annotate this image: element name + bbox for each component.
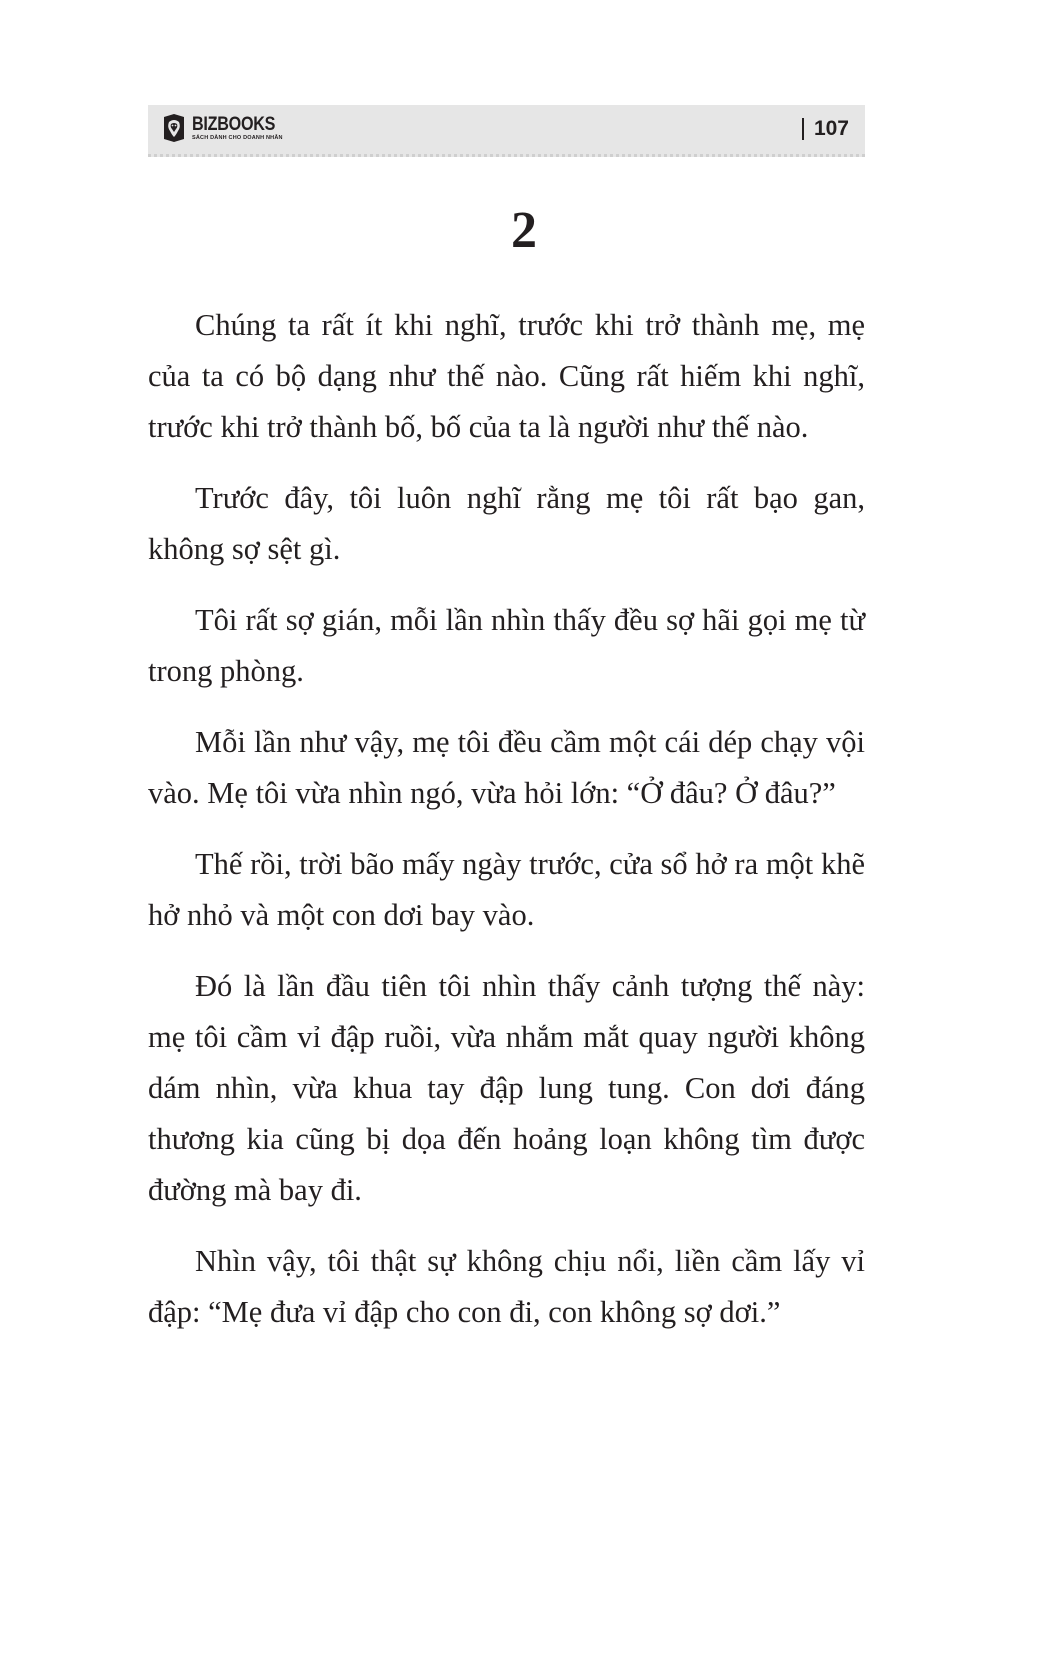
paragraph: Trước đây, tôi luôn nghĩ rằng mẹ tôi rất bạo gan, không sợ sệt gì. bbox=[148, 481, 865, 566]
page-number-divider bbox=[802, 118, 804, 140]
publisher-logo bbox=[162, 113, 290, 143]
logo-text-group bbox=[192, 115, 290, 142]
paragraph: Đó là lần đầu tiên tôi nhìn thấy cảnh tượng thế này: mẹ tôi cầm vỉ đập ruồi, vừa nhắm mắt quay người không dám nhìn, vừa khua tay đập lung tung. Con dơi đáng thương kia cũng bị dọa đến hoảng loạn không tìm được đường mà bay đi. bbox=[148, 969, 865, 1207]
chapter-number: 2 bbox=[511, 202, 537, 259]
paragraph: Thế rồi, trời bão mấy ngày trước, cửa sổ hở ra một khẽ hở nhỏ và một con dơi bay vào. bbox=[148, 847, 865, 932]
running-header bbox=[148, 105, 865, 157]
paragraph: Nhìn vậy, tôi thật sự không chịu nổi, liền cầm lấy vỉ đập: “Mẹ đưa vỉ đập cho con đi, con không sợ dơi.” bbox=[148, 1244, 865, 1329]
brand-name: BIZBOOKS bbox=[192, 113, 276, 135]
page-number-block bbox=[802, 117, 849, 141]
bizbooks-lion-logo-icon bbox=[162, 113, 186, 143]
paragraph: Mỗi lần như vậy, mẹ tôi đều cầm một cái dép chạy vội vào. Mẹ tôi vừa nhìn ngó, vừa hỏi lớn: “Ở đâu? Ở đâu?” bbox=[148, 725, 865, 810]
body-text bbox=[148, 300, 865, 1358]
paragraph: Chúng ta rất ít khi nghĩ, trước khi trở thành mẹ, mẹ của ta có bộ dạng như thế nào. Cũng rất hiếm khi nghĩ, trước khi trở thành bố, bố của ta là người như thế nào. bbox=[148, 308, 865, 444]
paragraph: Tôi rất sợ gián, mỗi lần nhìn thấy đều sợ hãi gọi mẹ từ trong phòng. bbox=[148, 603, 865, 688]
page-number: 107 bbox=[813, 117, 849, 140]
brand-tagline: SÁCH DÀNH CHO DOANH NHÂN bbox=[192, 134, 283, 141]
